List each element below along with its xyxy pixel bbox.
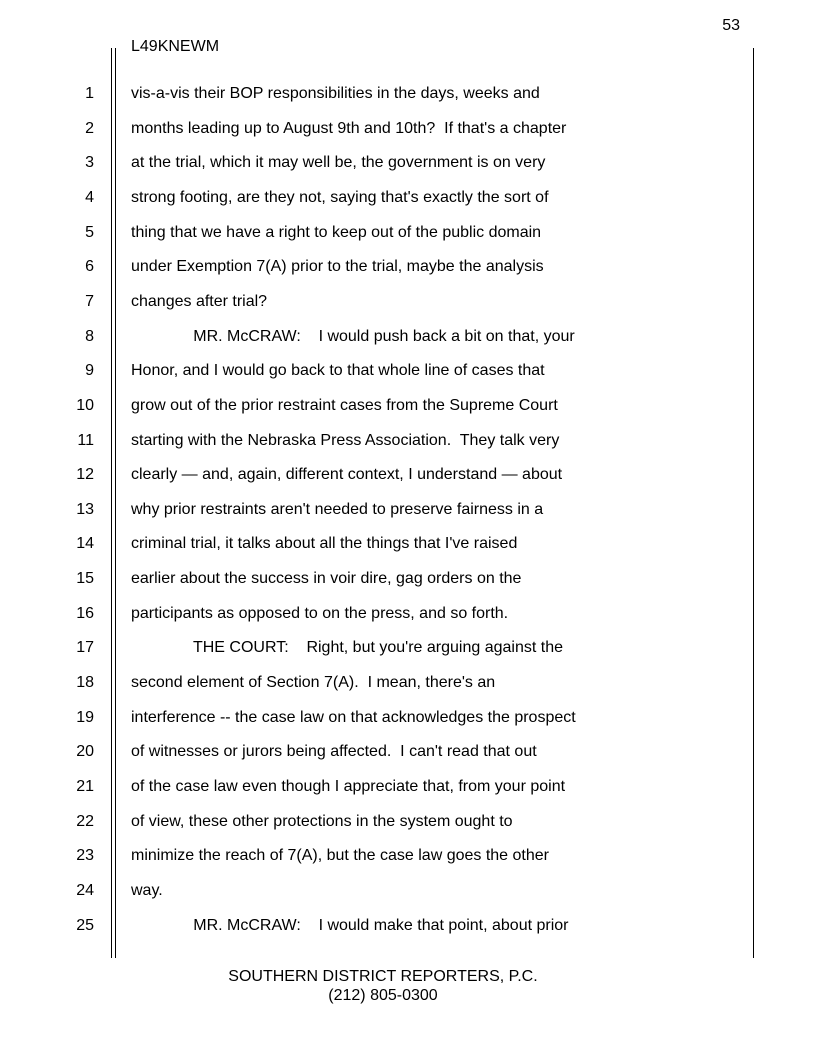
line-number: 18 (76, 674, 94, 691)
transcript-line: second element of Section 7(A). I mean, there's an (131, 674, 496, 691)
transcript-line: grow out of the prior restraint cases from the Supreme Court (131, 397, 558, 414)
line-number: 25 (76, 917, 94, 934)
line-number: 3 (85, 154, 94, 171)
line-number: 19 (76, 709, 94, 726)
line-number: 17 (76, 639, 94, 656)
line-number: 1 (85, 85, 94, 102)
page-number: 53 (722, 17, 740, 34)
header-code: L49KNEWM (131, 38, 220, 55)
transcript-line: vis-a-vis their BOP responsibilities in the days, weeks and (131, 85, 540, 102)
transcript-line: of the case law even though I appreciate that, from your point (131, 778, 566, 795)
line-number: 20 (76, 743, 94, 760)
left-margin-rule (111, 48, 112, 958)
transcript-line: earlier about the success in voir dire, gag orders on the (131, 570, 522, 587)
transcript-line: minimize the reach of 7(A), but the case law goes the other (131, 847, 549, 864)
line-number: 14 (76, 535, 94, 552)
transcript-line: of view, these other protections in the system ought to (131, 813, 513, 830)
line-number: 23 (76, 847, 94, 864)
line-number: 4 (85, 189, 94, 206)
line-number: 15 (76, 570, 94, 587)
right-margin-rule (753, 48, 754, 958)
transcript-line: participants as opposed to on the press, and so forth. (131, 605, 509, 622)
transcript-line: changes after trial? (131, 293, 268, 310)
transcript-line: months leading up to August 9th and 10th? If that's a chapter (131, 120, 567, 137)
line-number: 21 (76, 778, 94, 795)
line-number: 10 (76, 397, 94, 414)
line-number: 6 (85, 258, 94, 275)
footer-company: SOUTHERN DISTRICT REPORTERS, P.C. (228, 968, 538, 985)
line-number: 12 (76, 466, 94, 483)
left-margin-rule-inner (115, 48, 116, 958)
line-number: 24 (76, 882, 94, 899)
transcript-line: strong footing, are they not, saying that's exactly the sort of (131, 189, 549, 206)
transcript-line: at the trial, which it may well be, the government is on very (131, 154, 546, 171)
line-number: 11 (77, 432, 94, 449)
line-number: 2 (85, 120, 94, 137)
transcript-line: clearly — and, again, different context, I understand — about (131, 466, 563, 483)
transcript-line: why prior restraints aren't needed to preserve fairness in a (131, 501, 544, 518)
transcript-line: under Exemption 7(A) prior to the trial, maybe the analysis (131, 258, 544, 275)
transcript-line: way. (131, 882, 163, 899)
transcript-line: Honor, and I would go back to that whole line of cases that (131, 362, 545, 379)
line-number: 13 (76, 501, 94, 518)
line-number: 7 (85, 293, 94, 310)
transcript-line: starting with the Nebraska Press Association. They talk very (131, 432, 560, 449)
footer-phone: (212) 805-0300 (328, 987, 438, 1004)
line-number: 22 (76, 813, 94, 830)
transcript-line: THE COURT: Right, but you're arguing against the (131, 639, 563, 656)
transcript-line: criminal trial, it talks about all the things that I've raised (131, 535, 518, 552)
transcript-line: of witnesses or jurors being affected. I can't read that out (131, 743, 537, 760)
transcript-line: MR. McCRAW: I would make that point, about prior (131, 917, 569, 934)
line-number: 8 (85, 328, 94, 345)
transcript-line: thing that we have a right to keep out of the public domain (131, 224, 542, 241)
line-number: 9 (85, 362, 94, 379)
transcript-line: interference -- the case law on that acknowledges the prospect (131, 709, 576, 726)
line-number: 16 (76, 605, 94, 622)
transcript-line: MR. McCRAW: I would push back a bit on that, your (131, 328, 575, 345)
line-number: 5 (85, 224, 94, 241)
